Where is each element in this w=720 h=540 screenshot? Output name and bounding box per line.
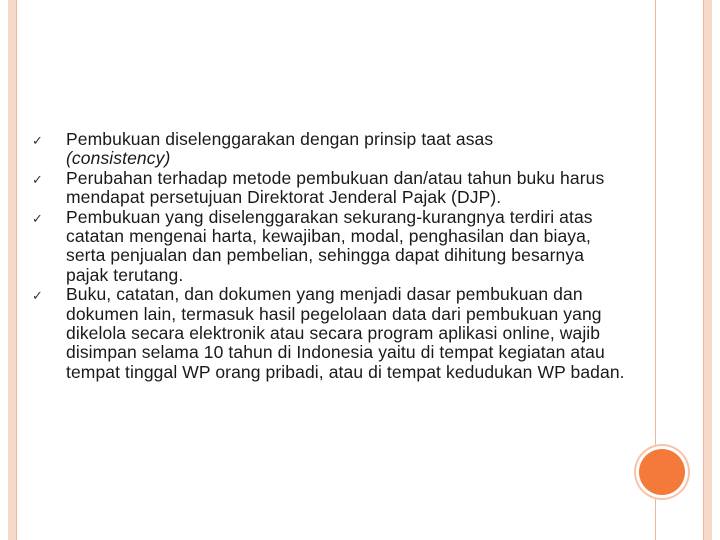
decorative-circle	[639, 449, 685, 495]
bullet-item-3	[32, 206, 626, 286]
bullet-item-1	[32, 129, 626, 169]
bullet-text-2: Perubahan terhadap metode pembukuan dan/atau tahun buku harus mendapat persetujuan Direktorat Jenderal Pajak (DJP).	[66, 167, 605, 208]
bullet-text-1-italic: (consistency)	[66, 148, 171, 169]
check-mark-icon: ✓	[32, 288, 43, 304]
bullet-text-4: Buku, catatan, dan dokumen yang menjadi dasar pembukuan dan dokumen lain, termasuk hasil pegelolaan data dari pembukuan yang dikelola secara elektronik atau secara program aplikasi online, wajib disimpan selama 10 tahun di Indonesia yaitu di tempat kegiatan atau tempat tinggal WP orang pribadi, atau di tempat kedudukan WP badan.	[66, 284, 625, 382]
bullet-item-4	[32, 284, 626, 382]
check-mark-icon: ✓	[32, 171, 43, 187]
bullet-item-2	[32, 167, 626, 208]
check-mark-icon: ✓	[32, 210, 43, 226]
bullet-list	[32, 129, 626, 382]
bullet-text-3: Pembukuan yang diselenggarakan sekurang-kurangnya terdiri atas catatan mengenai harta, kewajiban, modal, penghasilan dan biaya, serta penjualan dan pembelian, sehingga dapat dihitung besarnya pajak terutang.	[66, 206, 593, 285]
bullet-text-1: Pembukuan diselenggarakan dengan prinsip taat asas	[66, 129, 494, 149]
slide-content	[32, 129, 626, 382]
check-mark-icon: ✓	[32, 133, 43, 148]
